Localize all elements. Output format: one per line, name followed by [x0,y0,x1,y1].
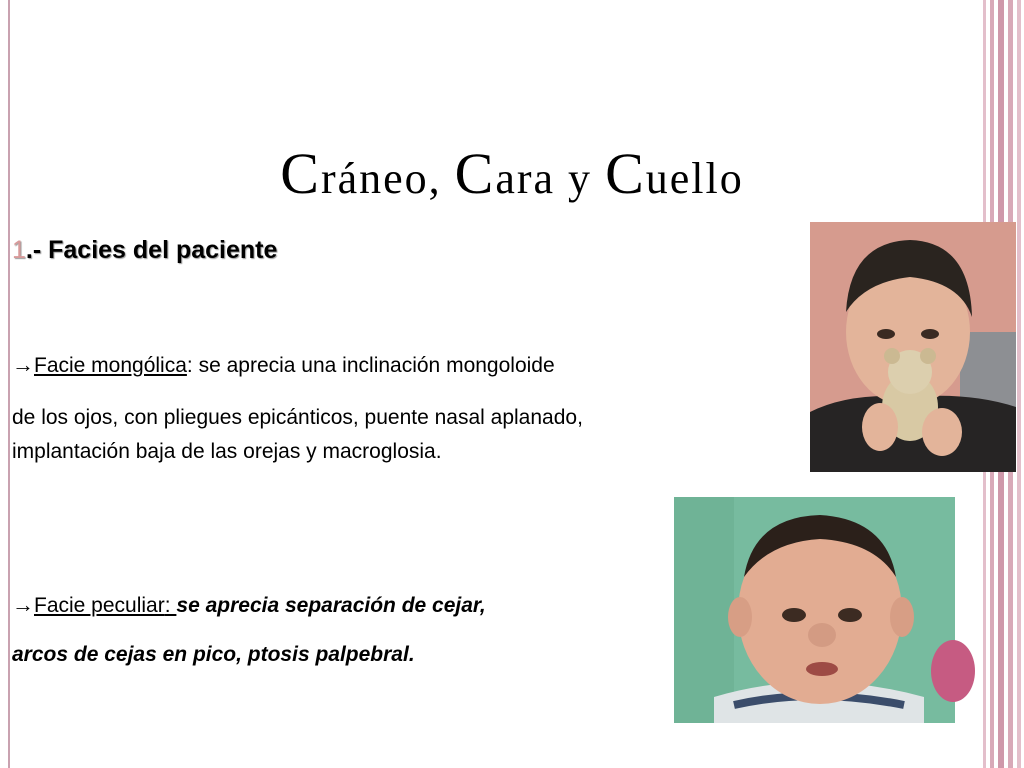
arrow-right-icon: → [12,592,34,617]
subheading-text: .- Facies del paciente [25,236,278,264]
facie-mongolica-line3: implantación baja de las orejas y macroglosia. [12,440,442,463]
title-cap-3: C [605,141,646,206]
facie-peculiar-line1 [12,588,486,623]
left-border-line [8,0,10,768]
title-rest-3: uello [645,154,744,203]
facie-mongolica-line2: de los ojos, con pliegues epicánticos, puente nasal aplanado, [12,406,583,429]
section-subheading [12,236,277,265]
facie-peculiar-line2: arcos de cejas en pico, ptosis palpebral. [12,643,415,666]
facie-mongolica-line1 [12,348,555,383]
patient-photo-child-with-toy-illustration [810,222,1016,472]
facie-peculiar-text-1: se aprecia separación de cejar, [176,594,486,617]
patient-photo-child-with-toy [810,222,1016,472]
facie-mongolica-text-1: se aprecia una inclinación mongoloide [192,354,555,377]
facie-peculiar-label-text: Facie peculiar [34,594,165,617]
title-rest-1: ráneo, [320,154,455,203]
decorative-accent-circle [931,640,975,702]
arrow-right-icon: → [12,352,34,377]
title-cap-2: C [454,141,496,206]
patient-photo-infant-illustration [674,497,955,723]
title-cap-1: C [280,141,321,206]
patient-photo-infant [674,497,955,723]
slide-title [0,140,1024,207]
facie-peculiar-colon: : [164,594,177,617]
title-rest-2: ara y [495,154,606,203]
facie-mongolica-label: Facie mongólica [34,354,187,377]
facie-mongolica-colon: : [186,354,193,377]
subheading-number: 1 [12,236,26,264]
facie-peculiar-label [34,594,176,617]
